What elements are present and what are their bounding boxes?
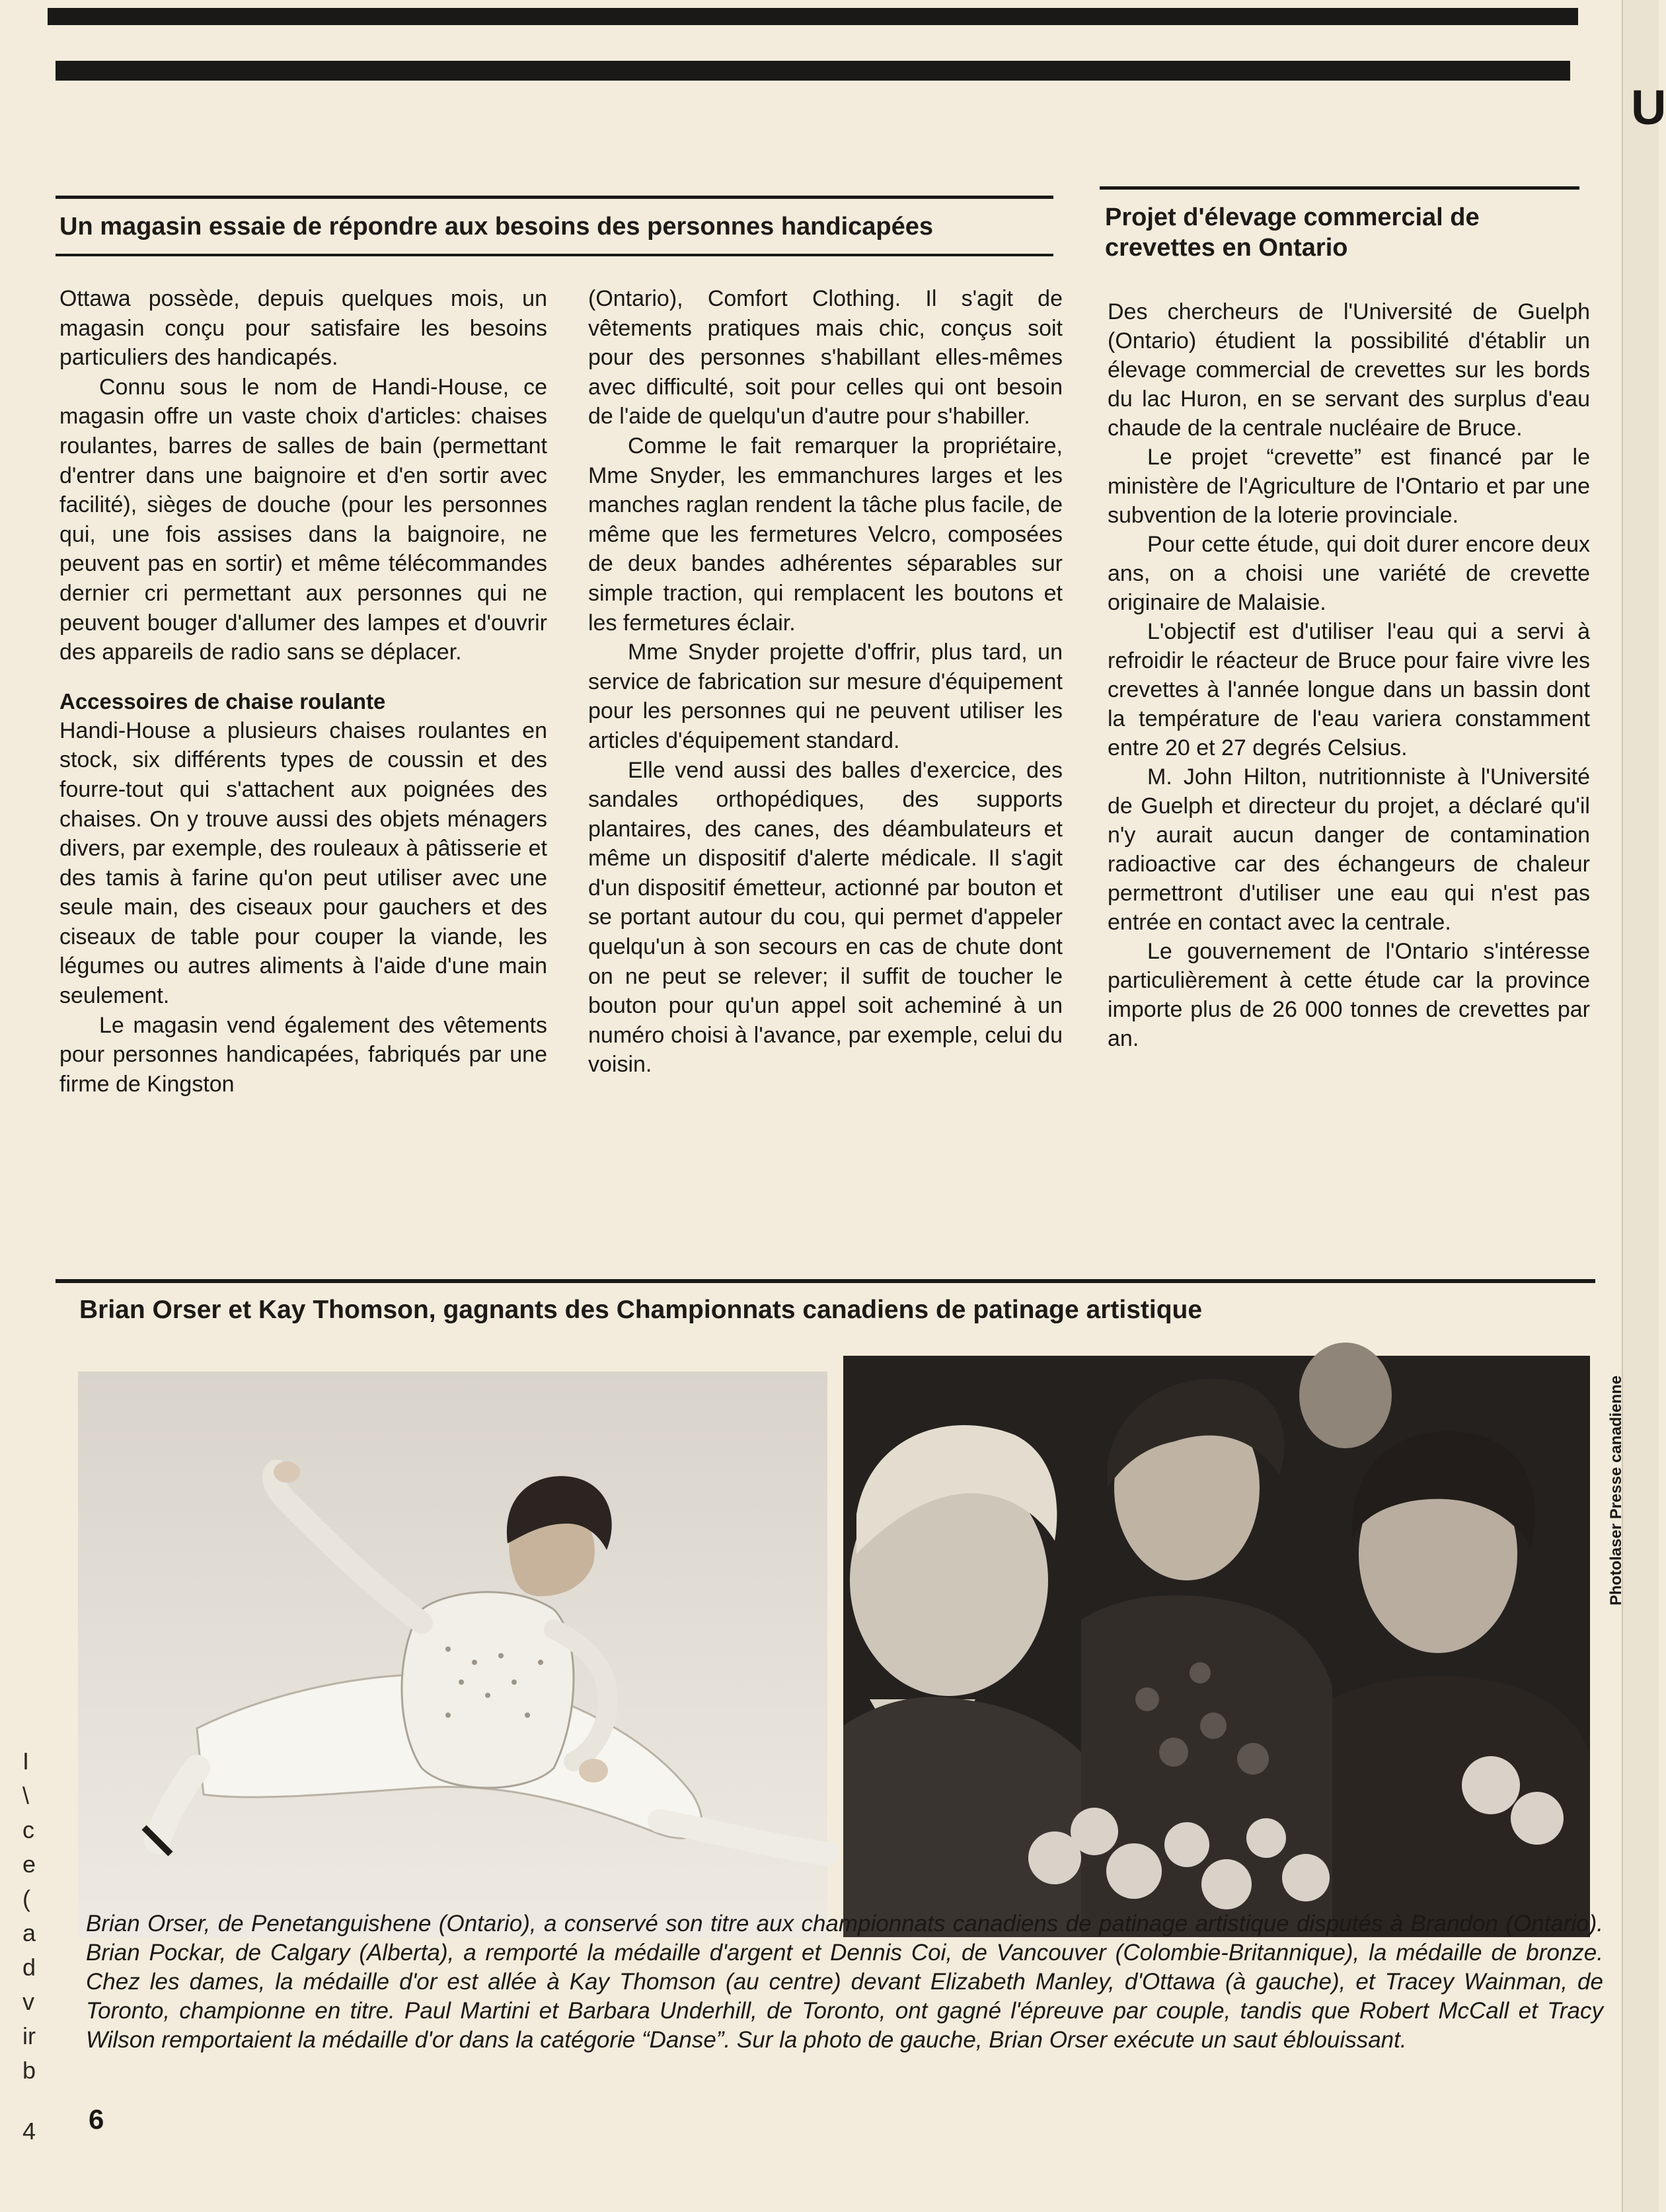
paragraph: Le magasin vend également des vêtements pour personnes handicapées, fabriqués par une firme de Kingston bbox=[59, 1012, 547, 1097]
fragment: c bbox=[22, 1816, 34, 1843]
fragment: \ bbox=[22, 1782, 30, 1809]
article3-headline: Brian Orser et Kay Thomson, gagnants des Championnats canadiens de patinage artistique bbox=[79, 1296, 1203, 1324]
figure-skater-image bbox=[78, 1372, 827, 1938]
paragraph: (Ontario), Comfort Clothing. Il s'agit de vêtements pratiques mais chic, conçus soit pour des personnes s'habillant elles-mêmes avec difficulté, soit pour celles qui ont besoin de l'aide de quelqu'un d'autre pour s'habiller. bbox=[588, 286, 1063, 429]
paragraph: L'objectif est d'utiliser l'eau qui a servi à refroidir le réacteur de Bruce pour faire vivre les crevettes à l'année longue dans un bassin dont la température de l'eau variera constamment entre 20 et 27 degrés Celsius. bbox=[1108, 619, 1590, 760]
article1-column2 bbox=[588, 284, 1063, 1080]
fragment: e bbox=[22, 1851, 36, 1878]
medalists-image bbox=[843, 1356, 1590, 1937]
article2-headline: Projet d'élevage commercial de crevettes en Ontario bbox=[1105, 203, 1480, 262]
article2-top-rule bbox=[1100, 186, 1579, 190]
facing-page-left-fragments bbox=[0, 1744, 46, 2149]
fragment: I bbox=[22, 1748, 30, 1775]
fragment: ( bbox=[22, 1885, 30, 1912]
paragraph: Le projet “crevette” est financé par le ministère de l'Agriculture de l'Ontario et par une subvention de la loterie provinciale. bbox=[1108, 445, 1590, 528]
paragraph: M. John Hilton, nutritionniste à l'Université de Guelph et directeur du projet, a déclaré qu'il n'y aurait aucun danger de contamination radioactive car des échangeurs de chaleur permettront d'utiliser une eau qui n'est pas entrée en contact avec la centrale. bbox=[1108, 764, 1590, 935]
article1-top-rule bbox=[56, 196, 1053, 199]
paragraph: Handi-House a plusieurs chaises roulantes en stock, six différents types de coussin et des fourre-tout qui s'attachent aux poignées des chaises. On y trouve aussi des objets ménagers divers, par exemple, des rouleaux à pâtisserie et des tamis à farine qu'on peut utiliser avec une seule main, des ciseaux pour gauchers et des ciseaux de table pour couper la viande, les légumes ou autres aliments à l'aide d'une main seulement. bbox=[59, 718, 547, 1009]
champions-photo-right bbox=[843, 1356, 1590, 1937]
photo-caption: Brian Orser, de Penetanguishene (Ontario), a conservé son titre aux championnats canadiens de patinage artistique disputés à Brandon (Ontario). Brian Pockar, de Calgary (Alberta), a remporté la médaille d'argent et Dennis Coi, de Vancouver (Colombie-Britannique), la médaille de bronze. Chez les dames, la médaille d'or est allée à Kay Thomson (au centre) devant Elizabeth Manley, d'Ottawa (à gauche), et Tracey Wainman, de Toronto, championne en titre. Paul Martini et Barbara Underhill, de Toronto, ont gagné l'épreuve par couple, tandis que Robert McCall et Tracy Wilson remportaient la médaille d'or dans la catégorie “Danse”. Sur la photo de gauche, Brian Orser exécute un saut éblouissant. bbox=[86, 1911, 1603, 2053]
paragraph: Comme le fait remarquer la propriétaire, Mme Snyder, les emmanchures larges et les manches raglan rendent la tâche plus facile, de même que les fermetures Velcro, composées de deux bandes adhérentes séparables sur simple traction, qui remplacent les boutons et les fermetures éclair. bbox=[588, 433, 1063, 636]
paragraph: Connu sous le nom de Handi-House, ce magasin offre un vaste choix d'articles: chaises roulantes, barres de salles de bain (permettant d'entrer dans une baignoire et d'en sortir avec facilité), sièges de douche (pour les personnes qui, une fois assises dans la baignoire, ne peuvent pas en sortir) et même télécommandes dernier cri permettant aux personnes qui ne peuvent bouger d'allumer des lampes et d'ouvrir des appareils de radio sans se déplacer. bbox=[59, 374, 547, 665]
photo-credit: Photolaser Presse canadienne bbox=[1607, 1375, 1625, 1605]
subheading: Accessoires de chaise roulante bbox=[59, 688, 386, 714]
article3-top-rule bbox=[56, 1279, 1595, 1283]
paragraph: Elle vend aussi des balles d'exercice, des sandales orthopédiques, des supports plantaires, des canes, des déambulateurs et même un dispositif d'alerte médicale. Il s'agit d'un dispositif émetteur, actionné par bouton et se portant autour du cou, qui permet d'appeler quelqu'un à son secours en cas de chute dont on ne peut se relever; il suffit de toucher le bouton pour qu'un appel soit acheminé à un numéro choisi à l'avance, par exemple, celui du voisin. bbox=[588, 757, 1063, 1078]
header-rule-bar bbox=[56, 61, 1570, 81]
facing-page-letter: U bbox=[1631, 80, 1666, 135]
fragment: 4 bbox=[22, 2118, 36, 2145]
fragment: ir bbox=[22, 2022, 36, 2049]
fragment: b bbox=[22, 2057, 36, 2084]
skater-photo-left bbox=[78, 1372, 827, 1938]
facing-page-edge bbox=[1622, 0, 1666, 2212]
paragraph: Le gouvernement de l'Ontario s'intéresse particulièrement à cette étude car la province importe plus de 26 000 tonnes de crevettes par an. bbox=[1108, 939, 1590, 1051]
fragment: a bbox=[22, 1919, 36, 1946]
article1-headline: Un magasin essaie de répondre aux besoins des personnes handicapées bbox=[59, 213, 934, 240]
paragraph: Pour cette étude, qui doit durer encore deux ans, on a choisi une variété de crevette originaire de Malaisie. bbox=[1108, 532, 1590, 615]
article1-headline-underline bbox=[56, 254, 1053, 256]
page-number: 6 bbox=[89, 2104, 104, 2135]
fragment: v bbox=[22, 1988, 34, 2015]
paragraph: Ottawa possède, depuis quelques mois, un magasin conçu pour satisfaire les besoins particuliers des handicapés. bbox=[59, 286, 547, 371]
article2-column bbox=[1108, 297, 1590, 1053]
top-rule-bar bbox=[48, 8, 1578, 25]
article1-column1 bbox=[59, 284, 547, 1099]
paragraph: Des chercheurs de l'Université de Guelph (Ontario) étudient la possibilité d'établir un élevage commercial de crevettes sur les bords du lac Huron, en se servant des surplus d'eau chaude de la centrale nucléaire de Bruce. bbox=[1108, 299, 1590, 441]
fragment: d bbox=[22, 1954, 36, 1981]
paragraph: Mme Snyder projette d'offrir, plus tard, un service de fabrication sur mesure d'équipement pour les personnes qui ne peuvent utiliser les articles d'équipement standard. bbox=[588, 640, 1063, 753]
